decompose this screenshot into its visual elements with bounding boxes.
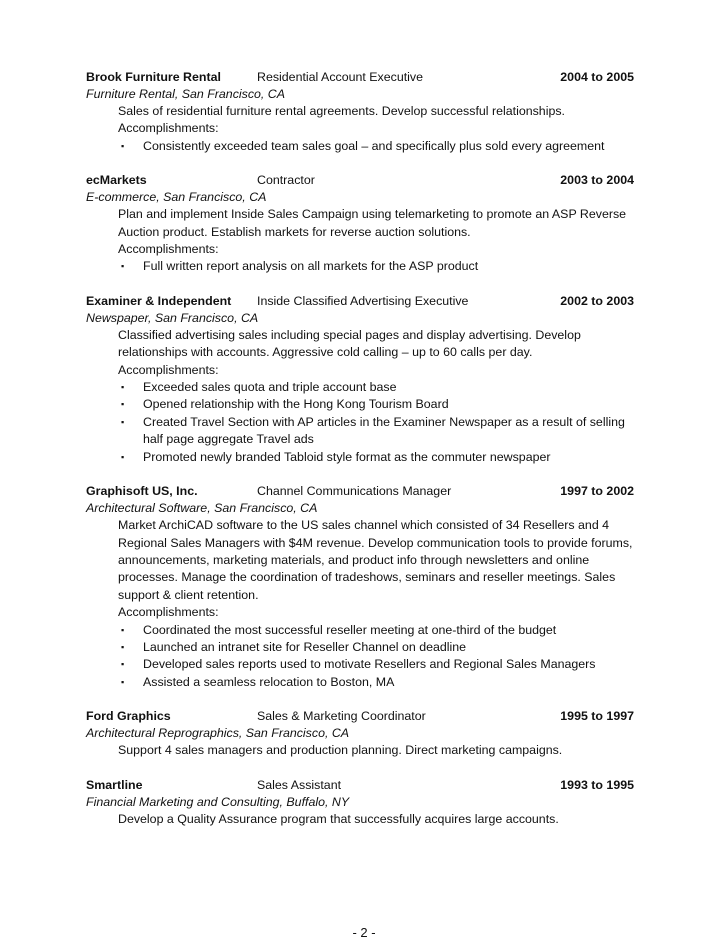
job-description: Market ArchiCAD software to the US sales channel which consisted of 34 Resellers and 4 Regional Sales Managers with $4M revenue. Develop communication tools to provide forums, announcements, marketing materials, and product info through newsletters and online processes. Manage the coordination of tradeshows, seminars and reseller meetings. Sales support & client retention. (118, 518, 633, 602)
bullet-icon: ▪ (121, 382, 125, 393)
accomplishments-list (86, 138, 646, 155)
job-role: Channel Communications Manager (257, 484, 452, 499)
job-header (86, 708, 646, 725)
accomplishment-text: Opened relationship with the Hong Kong Tourism Board (143, 397, 449, 412)
bullet-icon: ▪ (121, 624, 125, 635)
accomplishments-label: Accomplishments: (118, 362, 219, 377)
accomplishment-text: Assisted a seamless relocation to Boston, MA (143, 674, 395, 689)
job-dates: 2003 to 2004 (560, 173, 634, 188)
job-entry (86, 708, 646, 759)
accomplishment-item (118, 674, 646, 691)
bullet-icon: ▪ (121, 641, 125, 652)
job-company: Examiner & Independent (86, 293, 232, 308)
accomplishment-text: Promoted newly branded Tabloid style format as the commuter newspaper (143, 449, 551, 464)
job-company: Smartline (86, 777, 143, 792)
job-header (86, 293, 646, 310)
job-dates: 2004 to 2005 (560, 70, 634, 84)
job-entry (86, 777, 646, 828)
job-description: Classified advertising sales including special pages and display advertising. Develop relationships with accounts. Aggressive cold calling – up to 60 calls per day. (118, 327, 581, 360)
job-subtitle: Architectural Reprographics, San Francisco, CA (86, 726, 350, 741)
resume-page (86, 69, 646, 845)
accomplishments-label: Accomplishments: (118, 242, 219, 257)
job-description: Develop a Quality Assurance program that successfully acquires large accounts. (118, 811, 559, 826)
job-role: Sales & Marketing Coordinator (257, 709, 426, 724)
job-header (86, 777, 646, 794)
accomplishments-label: Accomplishments: (118, 605, 219, 620)
job-dates: 1997 to 2002 (560, 484, 634, 499)
bullet-icon: ▪ (121, 659, 125, 670)
job-dates: 1995 to 1997 (560, 709, 634, 724)
bullet-icon: ▪ (121, 399, 125, 410)
accomplishments-list (86, 379, 646, 466)
accomplishment-text: Coordinated the most successful reseller meeting at one-third of the budget (143, 622, 557, 637)
accomplishment-item (118, 396, 646, 413)
job-subtitle: Financial Marketing and Consulting, Buffalo, NY (86, 794, 350, 809)
accomplishment-item (118, 622, 646, 639)
job-subtitle: Newspaper, San Francisco, CA (86, 310, 259, 325)
accomplishment-item (118, 379, 646, 396)
bullet-icon: ▪ (121, 140, 125, 151)
accomplishment-item (118, 656, 646, 673)
job-description: Plan and implement Inside Sales Campaign using telemarketing to promote an ASP Reverse Auction product. Establish markets for reverse auction solutions. (118, 207, 627, 239)
job-company: ecMarkets (86, 173, 147, 188)
job-entry (86, 483, 646, 691)
accomplishment-text: Developed sales reports used to motivate Resellers and Regional Sales Managers (143, 657, 596, 672)
job-role: Sales Assistant (257, 777, 342, 792)
accomplishment-item (118, 258, 646, 275)
bullet-icon: ▪ (121, 416, 125, 427)
job-subtitle: Furniture Rental, San Francisco, CA (86, 87, 286, 101)
bullet-icon: ▪ (121, 261, 125, 272)
job-header (86, 483, 646, 500)
accomplishments-label: Accomplishments: (118, 121, 219, 136)
accomplishment-item (118, 639, 646, 656)
accomplishment-item (118, 449, 646, 466)
bullet-icon: ▪ (121, 451, 125, 462)
accomplishment-item (118, 414, 646, 449)
bullet-icon: ▪ (121, 676, 125, 687)
job-entry (86, 69, 646, 155)
page-number: - 2 - (352, 925, 376, 940)
job-description: Sales of residential furniture rental agreements. Develop successful relationships. (118, 104, 565, 118)
job-role: Contractor (257, 173, 315, 188)
job-company: Brook Furniture Rental (86, 70, 221, 84)
accomplishments-list (86, 258, 646, 275)
job-role: Residential Account Executive (257, 70, 423, 84)
job-entry (86, 172, 646, 276)
accomplishment-text: Consistently exceeded team sales goal – and specifically plus sold every agreement (143, 138, 605, 153)
job-subtitle: E-commerce, San Francisco, CA (86, 190, 267, 205)
accomplishment-text: Exceeded sales quota and triple account base (143, 380, 397, 395)
job-header (86, 69, 646, 86)
job-dates: 2002 to 2003 (560, 293, 634, 308)
job-header (86, 172, 646, 189)
job-role: Inside Classified Advertising Executive (257, 293, 469, 308)
accomplishment-text: Full written report analysis on all markets for the ASP product (143, 259, 479, 274)
accomplishment-item (118, 138, 646, 155)
job-company: Ford Graphics (86, 709, 171, 724)
accomplishments-list (86, 622, 646, 692)
job-description: Support 4 sales managers and production planning. Direct marketing campaigns. (118, 743, 563, 758)
job-entry (86, 293, 646, 466)
accomplishment-text: Launched an intranet site for Reseller Channel on deadline (143, 639, 467, 654)
job-subtitle: Architectural Software, San Francisco, CA (86, 501, 318, 516)
accomplishment-text: Created Travel Section with AP articles in the Examiner Newspaper as a result of selling half page aggregate Travel ads (143, 414, 625, 447)
job-dates: 1993 to 1995 (560, 777, 634, 792)
job-company: Graphisoft US, Inc. (86, 484, 198, 499)
